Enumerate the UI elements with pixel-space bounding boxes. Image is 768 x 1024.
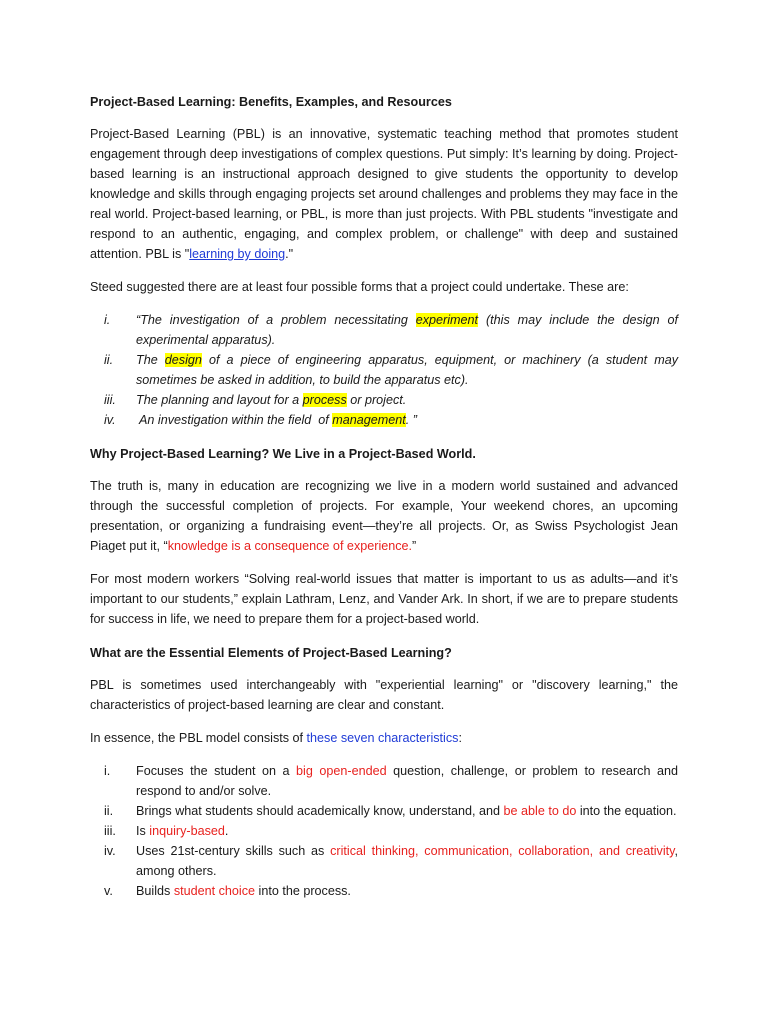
list-item: [90, 761, 678, 801]
characteristics-list: [90, 761, 678, 901]
highlight: design: [164, 353, 202, 367]
intro-end: .": [285, 247, 294, 261]
intro-paragraph: [90, 124, 678, 264]
list-item-number: iii.: [104, 824, 116, 838]
highlight: experiment: [415, 313, 479, 327]
steed-paragraph: Steed suggested there are at least four possible forms that a project could undertake. These are:: [90, 280, 629, 294]
why-paragraph-1: The truth is, many in education are recognizing we live in a modern world sustained and advanced through the successful completion of projects. For example, Your weekend chores, an upcoming presentation, or organizing a fundraising event—they’re all projects. Or, as Swiss Psychologist Jean Piaget put it, “knowledge is a consequence of experience.”: [90, 479, 678, 553]
piaget-quote: knowledge is a consequence of experience.: [167, 539, 413, 553]
list-item-number: ii.: [104, 353, 114, 367]
list-item: [90, 801, 678, 821]
list-item-number: i.: [104, 313, 111, 327]
list-item-text: Is inquiry-based.: [136, 824, 229, 838]
list-item-text: Builds student choice into the process.: [136, 884, 351, 898]
list-item-number: v.: [104, 884, 113, 898]
list-item-text: The planning and layout for a process or project.: [136, 393, 407, 407]
list-item-number: i.: [104, 764, 111, 778]
why-paragraph-2: For most modern workers “Solving real-world issues that matter is important to us as adults—and it’s important to our students,” explain Lathram, Lenz, and Vander Ark. In short, if we are to prepare students for success in life, we need to prepare them for a project-based world.: [90, 572, 678, 626]
elements-paragraph-1: PBL is sometimes used interchangeably with "experiential learning" or "discovery learning," the characteristics of project-based learning are clear and constant.: [90, 678, 678, 712]
list-item: [90, 821, 678, 841]
list-item-text: Focuses the student on a big open-ended question, challenge, or problem to research and respond to and/or solve.: [136, 764, 678, 798]
intro-text: Project-Based Learning (PBL) is an innovative, systematic teaching method that promotes student engagement through deep investigations of complex questions. Put simply: It’s learning by doing. Project-based learning is an instructional approach designed to give students the opportunity to develop knowledge and skills through engaging projects set around challenges and problems they may face in the real world. Project-based learning, or PBL, is more than just projects. With PBL students "investigate and respond to an authentic, engaging, and complex problem, or challenge" with deep and sustained attention. PBL is ": [90, 127, 678, 261]
list-item: [90, 350, 678, 390]
why-heading: Why Project-Based Learning? We Live in a Project-Based World.: [90, 447, 476, 461]
elements-heading: What are the Essential Elements of Project-Based Learning?: [90, 646, 452, 660]
highlight: process: [302, 393, 347, 407]
list-item: [90, 390, 678, 410]
document-title: Project-Based Learning: Benefits, Examples, and Resources: [90, 95, 452, 109]
list-item-number: ii.: [104, 804, 114, 818]
project-forms-list: [90, 310, 678, 430]
list-item-text: Uses 21st-century skills such as critical thinking, communication, collaboration, and creativity, among others.: [136, 844, 678, 878]
elements-paragraph-2: In essence, the PBL model consists of these seven characteristics:: [90, 731, 462, 745]
list-item-number: iv.: [104, 844, 116, 858]
list-item-text: The design of a piece of engineering apparatus, equipment, or machinery (a student may sometimes be asked in addition, to build the apparatus etc).: [136, 353, 678, 387]
list-item: [90, 410, 678, 430]
list-item: [90, 841, 678, 881]
highlight: management: [332, 413, 406, 427]
list-item-text: Brings what students should academically know, understand, and be able to do into the equation.: [136, 804, 677, 818]
list-item: [90, 881, 678, 901]
learning-by-doing-link[interactable]: learning by doing: [189, 247, 286, 261]
list-item-text: An investigation within the field of management. ”: [136, 413, 417, 427]
seven-characteristics-link[interactable]: these seven characteristics: [306, 731, 459, 745]
list-item-number: iii.: [104, 393, 116, 407]
list-item-text: “The investigation of a problem necessitating experiment (this may include the design of experimental apparatus).: [136, 313, 678, 347]
list-item: [90, 310, 678, 350]
list-item-number: iv.: [104, 413, 116, 427]
